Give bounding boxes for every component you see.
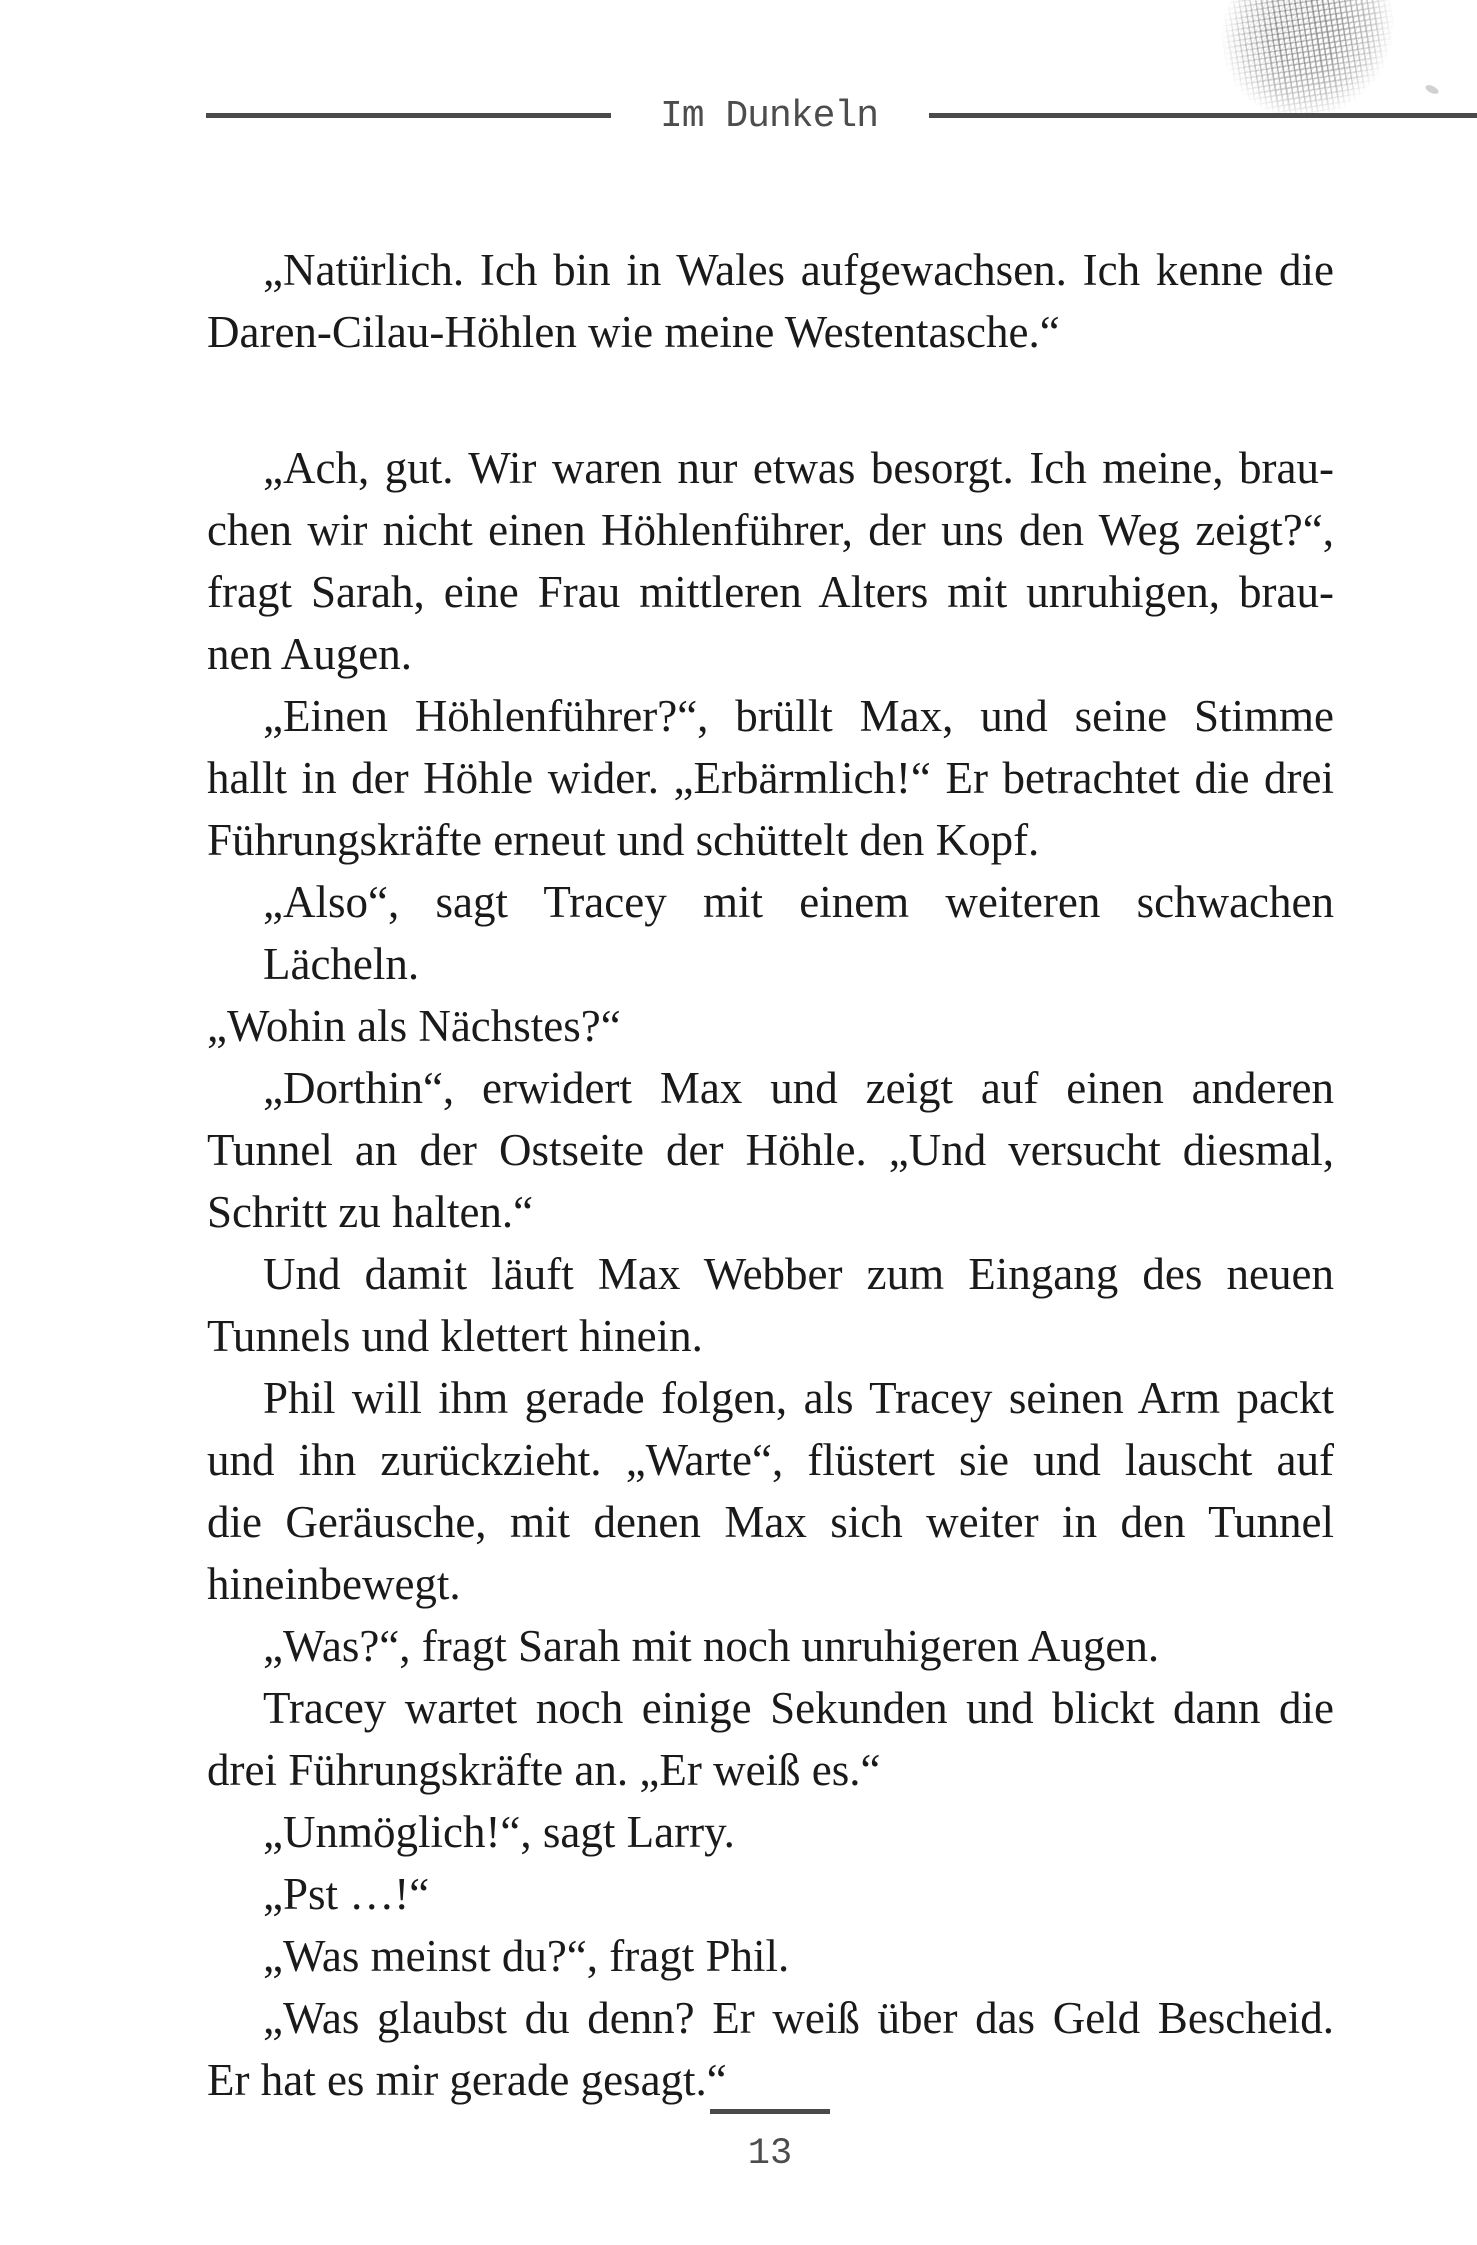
page-number: 13: [747, 2133, 793, 2175]
paragraph: [207, 437, 1334, 685]
text-line: „Also“, sagt Tracey mit einem weiteren schwachen Lächeln.: [263, 877, 1334, 989]
paragraph: [207, 1801, 1334, 1863]
paragraph: [207, 1677, 1334, 1801]
text-line: Tracey wartet noch einige Sekunden und blickt dann die: [263, 1683, 1334, 1733]
text-line: Tunnel an der Ostseite der Höhle. „Und versucht diesmal,: [207, 1125, 1334, 1175]
text-line: hallt in der Höhle wider. „Erbärmlich!“ Er betrachtet die drei: [207, 753, 1334, 803]
text-line: fragt Sarah, eine Frau mittleren Alters mit unruhigen, brau-: [207, 567, 1334, 617]
text-line: „Ach, gut. Wir waren nur etwas besorgt. Ich meine, brau-: [263, 443, 1334, 493]
paragraph: [207, 1367, 1334, 1615]
text-line: Er hat es mir gerade gesagt.“: [207, 2055, 727, 2105]
paragraph: [207, 1863, 1334, 1925]
text-line: „Was?“, fragt Sarah mit noch unruhigeren Augen.: [263, 1621, 1160, 1671]
paragraph: [207, 1615, 1334, 1677]
text-line: nen Augen.: [207, 629, 412, 679]
text-line: „Was meinst du?“, fragt Phil.: [263, 1931, 790, 1981]
paragraph: [207, 685, 1334, 871]
text-line: „Was glaubst du denn? Er weiß über das Geld Bescheid.: [263, 1993, 1334, 2043]
text-line: drei Führungskräfte an. „Er weiß es.“: [207, 1745, 881, 1795]
ink-speck: [1424, 83, 1440, 95]
text-line: Daren-Cilau-Höhlen wie meine Westentasche.“: [207, 307, 1060, 357]
text-line: „Einen Höhlenführer?“, brüllt Max, und seine Stimme: [263, 691, 1334, 741]
text-line: „Pst …!“: [263, 1869, 430, 1919]
fingerprint-smudge: [1145, 0, 1473, 211]
paragraph: [207, 1243, 1334, 1367]
paragraph: [207, 1987, 1334, 2111]
header-rule-left: [206, 113, 611, 118]
text-line: Führungskräfte erneut und schüttelt den Kopf.: [207, 815, 1040, 865]
paragraph: [207, 871, 1334, 1057]
paragraph: [207, 1925, 1334, 1987]
text-line: chen wir nicht einen Höhlenführer, der uns den Weg zeigt?“,: [207, 505, 1334, 555]
footer-rule: [710, 2109, 830, 2114]
chapter-header-title: Im Dunkeln: [659, 95, 879, 138]
header-rule-right: [929, 113, 1477, 118]
text-block: [207, 239, 1334, 2111]
text-line: „Wohin als Nächstes?“: [207, 1001, 621, 1051]
text-line: und ihn zurückzieht. „Warte“, flüstert sie und lauscht auf: [207, 1435, 1334, 1485]
text-line: Und damit läuft Max Webber zum Eingang des neuen: [263, 1249, 1334, 1299]
text-line: Phil will ihm gerade folgen, als Tracey seinen Arm packt: [263, 1373, 1334, 1423]
text-line: Schritt zu halten.“: [207, 1187, 534, 1237]
text-line: „Natürlich. Ich bin in Wales aufgewachsen. Ich kenne die: [263, 245, 1334, 295]
text-line: „Dorthin“, erwidert Max und zeigt auf einen anderen: [263, 1063, 1334, 1113]
paragraph: [207, 239, 1334, 363]
text-line: die Geräusche, mit denen Max sich weiter in den Tunnel: [207, 1497, 1334, 1547]
paragraph: [207, 1057, 1334, 1243]
text-line: „Unmöglich!“, sagt Larry.: [263, 1807, 735, 1857]
text-line: Tunnels und klettert hinein.: [207, 1311, 703, 1361]
text-line: hineinbewegt.: [207, 1559, 461, 1609]
